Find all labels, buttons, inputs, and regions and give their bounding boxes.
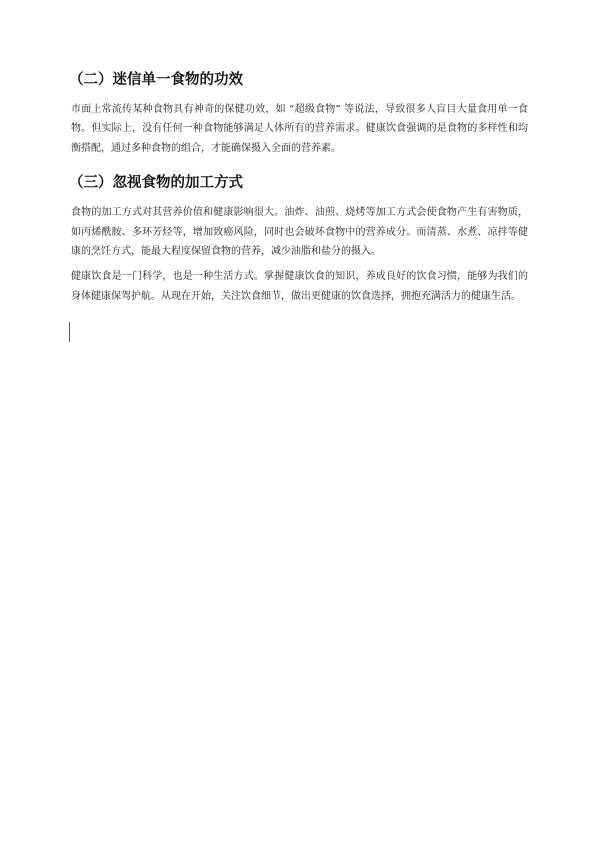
document-body[interactable] (71, 70, 528, 312)
text-cursor (69, 322, 70, 342)
section-superstition-single-food (71, 70, 528, 158)
paragraph: 市面上常流传某种食物具有神奇的保健功效，如 “超级食物” 等说法，导致很多人盲目大量食用单一食物。但实际上，没有任何一种食物能够满足人体所有的营养需求。健康饮食强调的是食物的多样性和均衡搭配，通过多种食物的组合，才能确保摄入全面的营养素。 (71, 104, 528, 154)
section-heading: （三）忽视食物的加工方式 (69, 175, 243, 192)
section-food-processing (71, 173, 528, 306)
paragraph: 食物的加工方式对其营养价值和健康影响很大。油炸、油煎、烧烤等加工方式会使食物产生有害物质，如丙烯酰胺、多环芳烃等，增加致癌风险，同时也会破坏食物中的营养成分。而清蒸、水煮、凉拌等健康的烹饪方式，能最大程度保留食物的营养，减少油脂和盐分的摄入。 (71, 207, 528, 258)
section-heading: （二）迷信单一食物的功效 (69, 72, 243, 88)
paragraph: 健康饮食是一门科学，也是一种生活方式。掌握健康饮食的知识，养成良好的饮食习惯，能够为我们的身体健康保驾护航。从现在开始，关注饮食细节，做出更健康的饮食选择，拥抱充满活力的健康生活。 (71, 271, 528, 302)
